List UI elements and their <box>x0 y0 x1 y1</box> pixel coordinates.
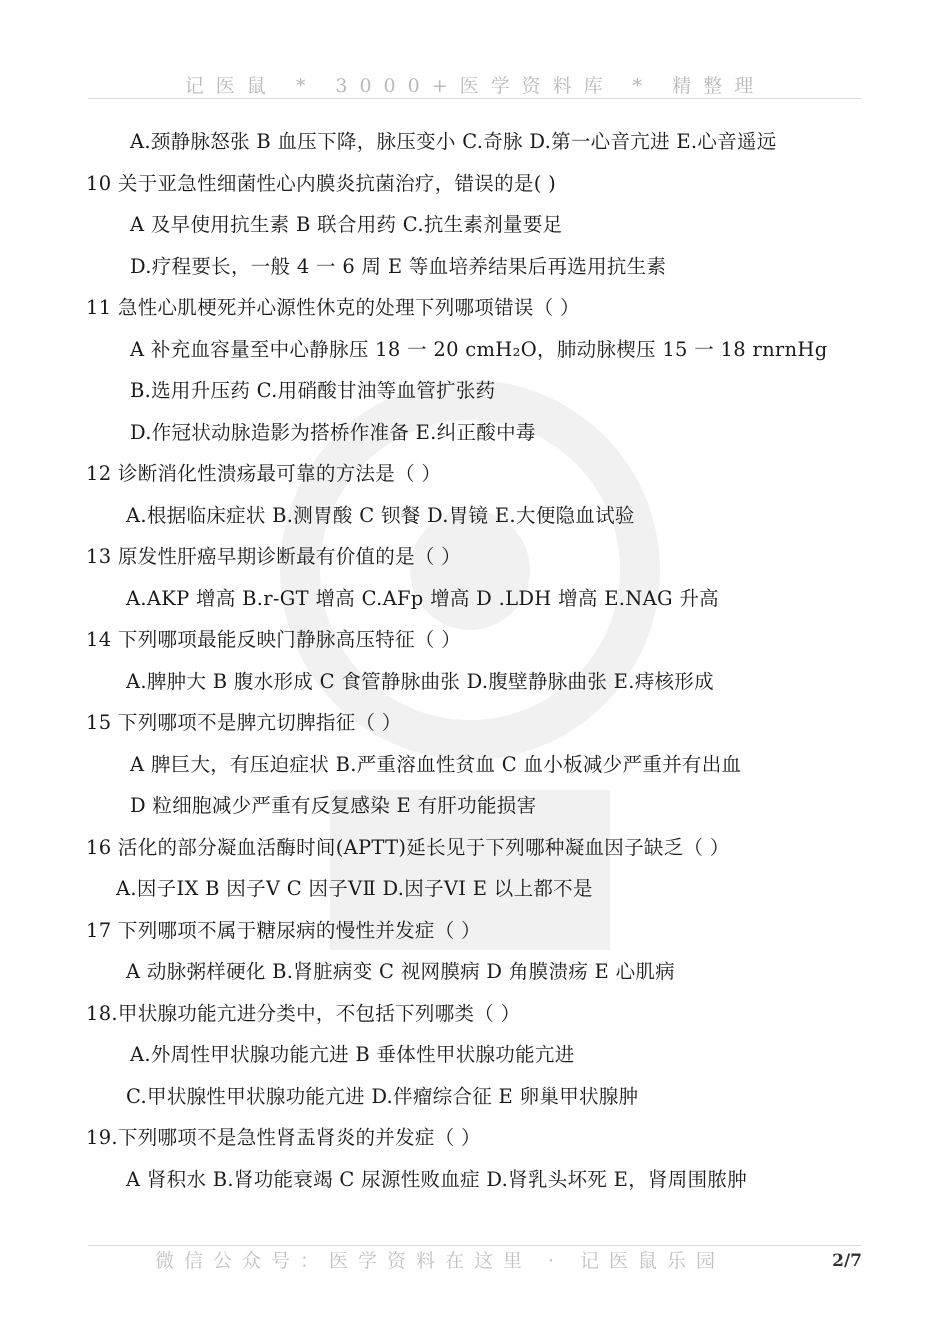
page-header: 记医鼠 * 3000+医学资料库 * 精整理 <box>88 64 862 99</box>
option-line: A 补充血容量至中心静脉压 18 一 20 cmH₂O，肺动脉楔压 15 一 18 rnrnHg <box>130 337 828 361</box>
footer-text: 微信公众号：医学资料在这里 · 记医鼠乐园 <box>154 1250 726 1272</box>
option-line: A.脾肿大 B 腹水形成 C 食管静脉曲张 D.腹壁静脉曲张 E.痔核形成 <box>126 669 714 693</box>
option-line: A.AKP 增高 B.r-GT 增高 C.AFp 增高 D .LDH 增高 E.NAG 升高 <box>126 586 719 610</box>
question-line: 10 关于亚急性细菌性心内膜炎抗菌治疗，错误的是( ) <box>86 171 557 195</box>
option-line: A 脾巨大，有压迫症状 B.严重溶血性贫血 C 血小板减少严重并有出血 <box>130 752 742 776</box>
question-line: 19.下列哪项不是急性肾盂肾炎的并发症（ ） <box>86 1126 481 1149</box>
option-line: A.因子ⅠX B 因子Ⅴ C 因子ⅤⅡ D.因子ⅤⅠ E 以上都不是 <box>116 877 593 900</box>
option-line: D.疗程要长，一般 4 一 6 周 E 等血培养结果后再选用抗生素 <box>130 254 667 278</box>
option-line: A.根据临床症状 B.测胃酸 C 钡餐 D.胃镜 E.大便隐血试验 <box>126 503 635 527</box>
option-line: A.颈静脉怒张 B 血压下降，脉压变小 C.奇脉 D.第一心音亢进 E.心音遥远 <box>130 130 777 153</box>
option-line: A 肾积水 B.肾功能衰竭 C 尿源性败血症 D.肾乳头坏死 E，肾周围脓肿 <box>126 1167 747 1191</box>
option-line: A 动脉粥样硬化 B.肾脏病变 C 视网膜病 D 角膜溃疡 E 心肌病 <box>126 960 675 983</box>
option-line: C.甲状腺性甲状腺功能亢进 D.伴瘤综合征 E 卵巢甲状腺肿 <box>126 1084 639 1108</box>
question-list <box>86 121 886 1200</box>
question-line: 16 活化的部分凝血活酶时间(APTT)延长见于下列哪种凝血因子缺乏（ ） <box>86 835 730 859</box>
option-line: B.选用升压药 C.用硝酸甘油等血管扩张药 <box>130 379 496 402</box>
question-line: 13 原发性肝癌早期诊断最有价值的是（ ） <box>86 545 462 568</box>
question-line: 17 下列哪项不属于糖尿病的慢性并发症（ ） <box>86 918 481 942</box>
option-line: D.作冠状动脉造影为搭桥作准备 E.纠正酸中毒 <box>130 420 536 444</box>
option-line: A.外周性甲状腺功能亢进 B 垂体性甲状腺功能亢进 <box>130 1043 575 1066</box>
question-line: 11 急性心肌梗死并心源性休克的处理下列哪项错误（ ） <box>86 296 580 319</box>
question-line: 14 下列哪项最能反映门静脉高压特征（ ） <box>86 628 462 651</box>
page-number: 2/7 <box>832 1251 862 1271</box>
option-line: D 粒细胞减少严重有反复感染 E 有肝功能损害 <box>130 794 537 817</box>
question-line: 15 下列哪项不是脾亢切脾指征（ ） <box>86 711 402 734</box>
question-line: 18.甲状腺功能亢进分类中，不包括下列哪类（ ） <box>86 1001 521 1025</box>
page-footer <box>88 1245 862 1276</box>
option-line: A 及早使用抗生素 B 联合用药 C.抗生素剂量要足 <box>130 213 563 236</box>
question-line: 12 诊断消化性溃疡最可靠的方法是（ ） <box>86 462 442 485</box>
